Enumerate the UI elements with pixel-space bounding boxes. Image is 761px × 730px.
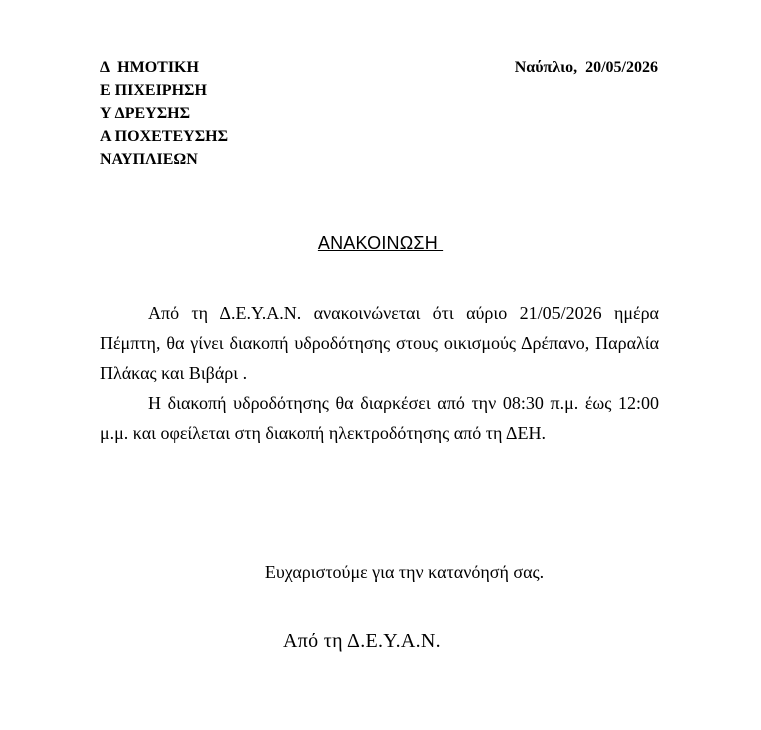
organization-line: Α ΠΟΧΕΤΕΥΣΗΣ — [100, 128, 229, 145]
closing-wrapper — [0, 562, 761, 583]
announcement-title: ΑΝΑΚΟΙΝΩΣΗ — [317, 233, 444, 253]
organization-line: Ε ΠΙΧΕΙΡΗΣΗ — [100, 82, 207, 99]
organization-line: Δ ΗΜΟΤΙΚΗ — [100, 59, 199, 76]
announcement-body — [100, 298, 659, 448]
body-paragraph: Από τη Δ.Ε.Υ.Α.Ν. ανακοινώνεται ότι αύριο 21/05/2026 ημέρα Πέμπτη, θα γίνει διακοπή υδροδότησης στους οικισμούς Δρέπανο, Παραλία Πλάκας και Βιβάρι . — [100, 303, 659, 383]
title-wrapper — [0, 233, 761, 254]
organization-header — [100, 56, 228, 171]
body-paragraph: Η διακοπή υδροδότησης θα διαρκέσει από την 08:30 π.μ. έως 12:00 μ.μ. και οφείλεται στη διακοπή ηλεκτροδότησης από τη ΔΕΗ. — [100, 393, 659, 443]
organization-line: Υ ΔΡΕΥΣΗΣ — [100, 105, 191, 122]
closing-text: Ευχαριστούμε για την κατανόησή σας. — [264, 562, 545, 582]
organization-line: ΝΑΥΠΛΙΕΩΝ — [100, 151, 198, 168]
signature-text: Από τη Δ.Ε.Υ.Α.Ν. — [283, 630, 441, 652]
place-and-date: Ναύπλιο, 20/05/2026 — [514, 59, 658, 76]
